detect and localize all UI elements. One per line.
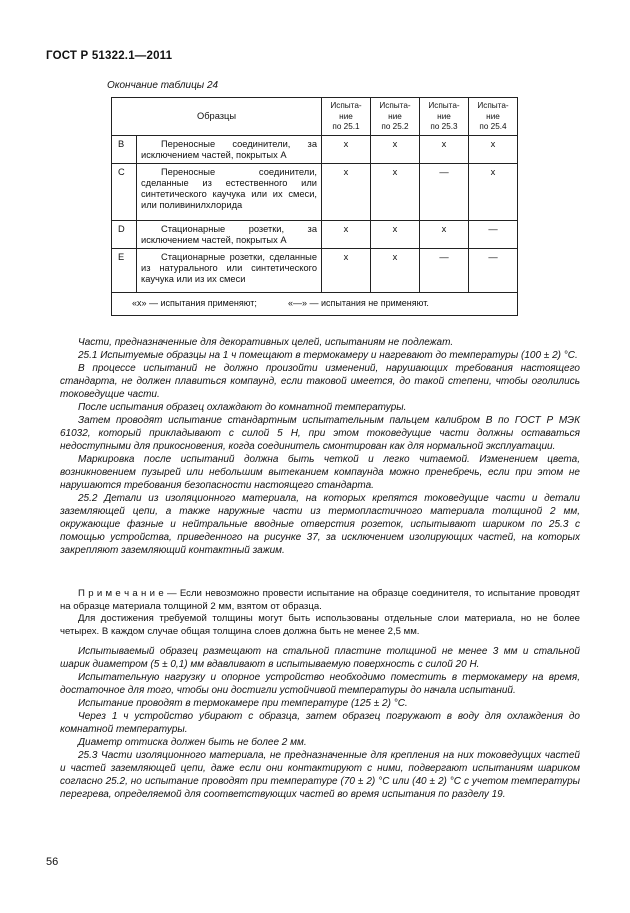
paragraph: Испытание проводят в термокамере при температуре (125 ± 2) °С. (78, 698, 408, 709)
note-paragraph: Для достижения требуемой толщины могут быть использованы отдельные слои материала, но не более четырех. В каждом случае общая толщина слоев должна быть не менее 2,5 мм. (60, 613, 580, 637)
paragraph: Затем проводят испытание стандартным испытательным пальцем калибром В по ГОСТ Р МЭК 61032, который прикладывают с силой 5 Н, при этом токоведущие части должны оставаться недоступными для прикосновения, когда соединитель смонтирован как для нормальной эксплуатации. (60, 415, 580, 452)
paragraph-25-2: 25.2 Детали из изоляционного материала, на которых крепятся токоведущие части и детали заземляющей цепи, а также наружные части из термопластичного материала толщиной 2 мм, окружающие фазные и нейтральные вводные отверстия розеток, испытывают шариком по 25.3 с помощью устройства, приведенного на рисунке 37, за исключением изолирующих частей, на которых закрепляют заземляющий контактный зажим. (60, 493, 580, 556)
table-header-row (112, 98, 518, 136)
row-mark: — (469, 249, 518, 293)
header-test-25-4: Испыта- ние по 25.4 (469, 98, 518, 136)
table-row (112, 221, 518, 249)
paragraph: Через 1 ч устройство убирают с образца, затем образец погружают в воду для охлаждения до комнатной температуры. (60, 711, 580, 735)
row-code: E (112, 249, 137, 293)
paragraph: Части, предназначенные для декоративных целей, испытаниям не подлежат. (78, 337, 454, 348)
paragraph: Испытываемый образец размещают на стальной пластине толщиной не менее 3 мм и стальной шарик диаметром (5 ± 0,1) мм вдавливают в испытываемую поверхность с силой 20 Н. (60, 646, 580, 670)
row-mark: x (322, 136, 371, 164)
body-text-block-1 (60, 336, 580, 557)
row-mark: x (371, 164, 420, 221)
body-text-block-2 (60, 645, 580, 801)
header-test-25-2: Испыта- ние по 25.2 (371, 98, 420, 136)
row-mark: x (371, 136, 420, 164)
page-number: 56 (46, 856, 59, 868)
row-mark: x (322, 249, 371, 293)
paragraph-25-3: 25.3 Части изоляционного материала, не предназначенные для крепления на них токоведущих частей и частей заземляющей цепи, даже если они контактируют с ними, подвергают испытаниям шариком согласно 25.2, но испытание проводят при температуре (70 ± 2) °С или (40 ± 2) °С с учетом температуры перегрева, определяемой для соответствующих частей во время испытания по разделу 19. (60, 750, 580, 800)
row-code: D (112, 221, 137, 249)
row-code: B (112, 136, 137, 164)
row-code: C (112, 164, 137, 221)
samples-table (111, 97, 518, 316)
paragraph: После испытания образец охлаждают до комнатной температуры. (78, 402, 407, 413)
row-description: Переносные соединители, сделанные из естественного или синтетического каучука или их смеси, или поливинилхлорида (137, 164, 322, 221)
row-mark: x (469, 164, 518, 221)
footnote-applied: «x» — испытания применяют; (132, 298, 257, 308)
row-mark: — (469, 221, 518, 249)
note-paragraph: П р и м е ч а н и е — Если невозможно провести испытание на образце соединителя, то испытание проводят на образце материала толщиной 2 мм, взятом от образца. (60, 588, 580, 612)
paragraph: Маркировка после испытаний должна быть четкой и легко читаемой. Изменением цвета, возникновением пузырей или небольшим вытеканием компаунда можно пренебречь, если при этом не нарушаются требования безопасности настоящего стандарта. (60, 454, 580, 491)
paragraph: Диаметр оттиска должен быть не более 2 мм. (78, 737, 307, 748)
paragraph: Испытательную нагрузку и опорное устройство необходимо поместить в термокамеру на время, достаточное для того, чтобы они достигли устойчивой температуры до начала испытаний. (60, 672, 580, 696)
table-caption: Окончание таблицы 24 (107, 80, 219, 91)
row-mark: — (420, 249, 469, 293)
table-footnote (112, 293, 518, 316)
row-mark: x (371, 221, 420, 249)
row-mark: x (322, 164, 371, 221)
table-row (112, 249, 518, 293)
table-row (112, 164, 518, 221)
row-mark: x (322, 221, 371, 249)
document-header: ГОСТ Р 51322.1—2011 (46, 50, 173, 62)
note-block (60, 588, 580, 638)
row-mark: x (420, 136, 469, 164)
row-description: Стационарные розетки, сделанные из натурального или синтетического каучука или из их смеси (137, 249, 322, 293)
paragraph: В процессе испытаний не должно произойти изменений, нарушающих требования настоящего стандарта, не должен плавиться компаунд, если таковой имеется, до такой степени, чтобы оголились токоведущие части. (60, 363, 580, 400)
row-description: Стационарные розетки, за исключением частей, покрытых А (137, 221, 322, 249)
header-test-25-1: Испыта- ние по 25.1 (322, 98, 371, 136)
header-samples: Образцы (112, 98, 322, 136)
row-mark: x (371, 249, 420, 293)
note-label: П р и м е ч а н и е (78, 588, 164, 599)
row-mark: x (469, 136, 518, 164)
row-description: Переносные соединители, за исключением частей, покрытых А (137, 136, 322, 164)
table-footnote-row (112, 293, 518, 316)
header-test-25-3: Испыта- ние по 25.3 (420, 98, 469, 136)
row-mark: — (420, 164, 469, 221)
row-mark: x (420, 221, 469, 249)
table-row (112, 136, 518, 164)
paragraph-25-1: 25.1 Испытуемые образцы на 1 ч помещают в термокамеру и нагревают до температуры (100 ± 2) °С. (78, 350, 578, 361)
footnote-not-applied: «—» — испытания не применяют. (287, 298, 429, 308)
